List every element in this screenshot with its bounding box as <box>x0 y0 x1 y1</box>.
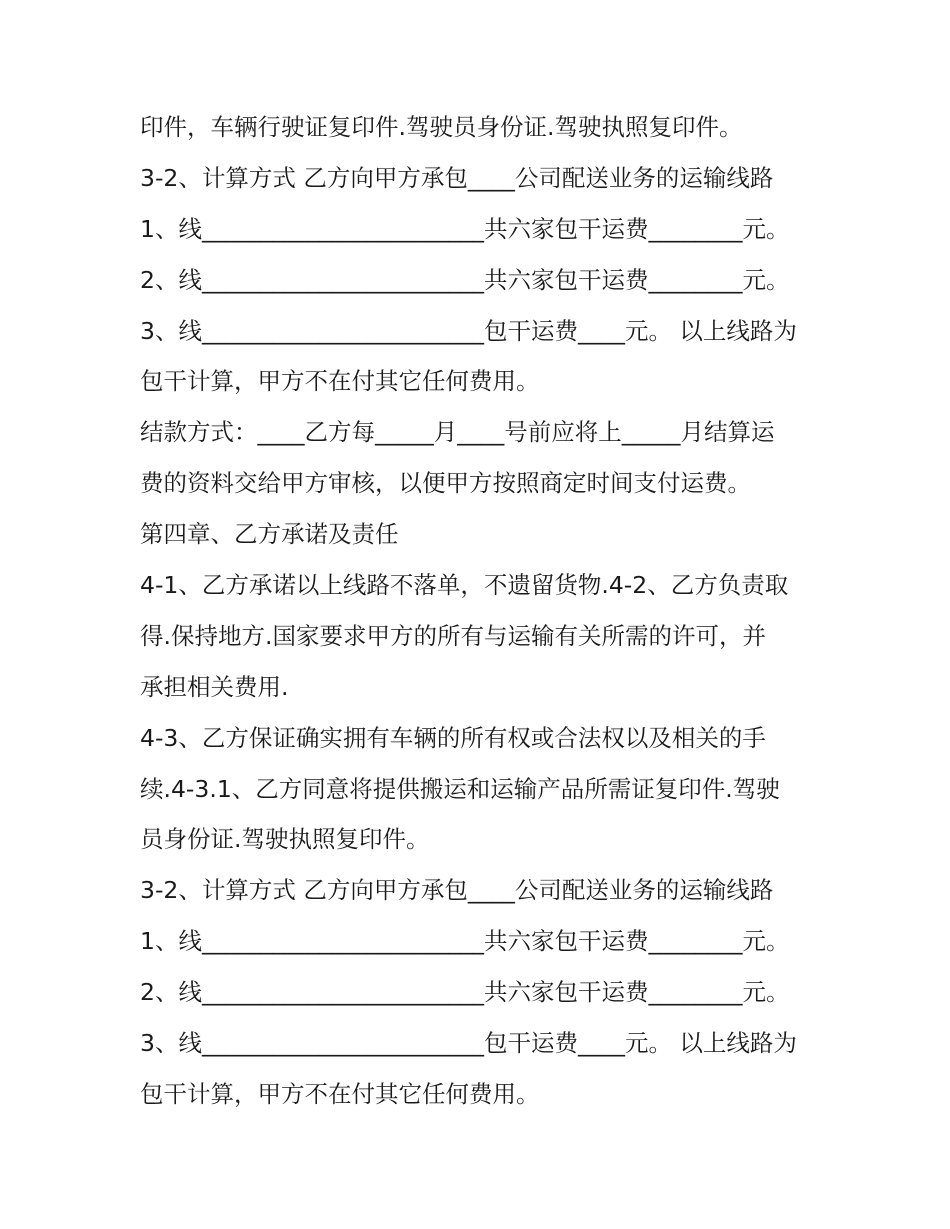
text-line: 包干计算，甲方不在付其它任何费用。 <box>140 1079 540 1108</box>
text-line: 承担相关费用. <box>140 672 289 701</box>
text-line: 1、线________________________共六家包干运费________元。 <box>140 214 790 243</box>
text-line: 费的资料交给甲方审核，以便甲方按照商定时间支付运费。 <box>140 469 751 498</box>
text-line: 结款方式：____乙方每_____月____号前应将上_____月结算运 <box>140 418 775 447</box>
text-line: 1、线________________________共六家包干运费________元。 <box>140 927 790 956</box>
text-line: 4-1、乙方承诺以上线路不落单，不遗留货物.4-2、乙方负责取 <box>140 571 789 600</box>
text-line: 包干计算，甲方不在付其它任何费用。 <box>140 367 540 396</box>
text-line: 2、线________________________共六家包干运费________元。 <box>140 265 790 294</box>
document-page <box>140 102 820 1120</box>
text-line: 员身份证.驾驶执照复印件。 <box>140 825 430 854</box>
text-line: 3、线________________________包干运费____元。 以上线路为 <box>140 316 797 345</box>
text-line: 续.4-3.1、乙方同意将提供搬运和运输产品所需证复印件.驾驶 <box>140 774 780 803</box>
text-line: 4-3、乙方保证确实拥有车辆的所有权或合法权以及相关的手 <box>140 723 766 752</box>
section-heading: 第四章、乙方承诺及责任 <box>140 520 399 549</box>
text-line: 3、线________________________包干运费____元。 以上线路为 <box>140 1029 797 1058</box>
text-line: 3-2、计算方式 乙方向甲方承包____公司配送业务的运输线路 <box>140 163 774 192</box>
text-line: 3-2、计算方式 乙方向甲方承包____公司配送业务的运输线路 <box>140 876 774 905</box>
text-line: 印件，车辆行驶证复印件.驾驶员身份证.驾驶执照复印件。 <box>140 113 743 141</box>
text-line: 2、线________________________共六家包干运费________元。 <box>140 978 790 1007</box>
text-line: 得.保持地方.国家要求甲方的所有与运输有关所需的许可，并 <box>140 621 766 650</box>
